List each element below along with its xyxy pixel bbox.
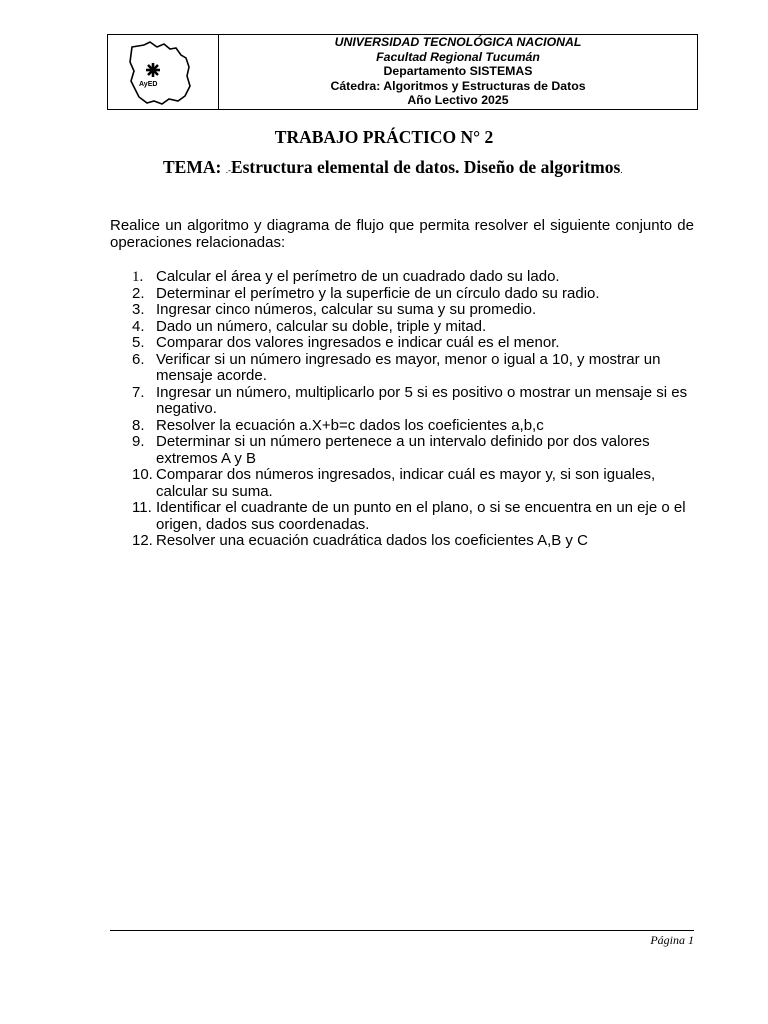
- tema-text: Estructura elemental de datos. Diseño de algoritmos: [230, 157, 621, 177]
- list-item-text: Ingresar cinco números, calcular su suma y su promedio.: [156, 301, 537, 318]
- list-item-number-text: 12.: [132, 532, 153, 549]
- list-item-number-text: 3.: [132, 301, 145, 318]
- list-item-number-text: 9.: [132, 433, 145, 450]
- list-item-number-text: 2.: [132, 284, 145, 302]
- list-item-number: [110, 286, 156, 303]
- list-item: [110, 418, 694, 435]
- list-item-number: [110, 352, 156, 385]
- list-item: [110, 434, 694, 467]
- list-item: [110, 385, 694, 418]
- faculty-name: Facultad Regional Tucumán: [376, 49, 540, 64]
- list-item: [110, 533, 694, 550]
- page-number: Página 1: [650, 933, 694, 947]
- list-item-number: [110, 533, 156, 550]
- list-item: [110, 286, 694, 303]
- list-item-text: Dado un número, calcular su doble, triple y mitad.: [156, 317, 487, 335]
- list-item: [110, 467, 694, 500]
- list-item-number: [110, 335, 156, 352]
- logo-cell: [108, 35, 219, 109]
- list-item-text: Identificar el cuadrante de un punto en el plano, o si se encuentra en un eje o el origen, dados sus coordenadas.: [156, 499, 686, 533]
- list-item: [110, 302, 694, 319]
- intro-paragraph: Realice un algoritmo y diagrama de flujo que permita resolver el siguiente conjunto de operaciones relacionadas:: [110, 217, 694, 251]
- list-item-number: [110, 269, 156, 286]
- list-item-number-text: 7.: [132, 383, 145, 401]
- list-item: [110, 269, 694, 286]
- list-item-number-text: 1.: [132, 269, 144, 285]
- list-item-text: Verificar si un número ingresado es mayor, menor o igual a 10, y mostrar un mensaje acorde.: [156, 350, 661, 384]
- document-title: TRABAJO PRÁCTICO N° 2: [274, 127, 494, 147]
- list-item-text: Calcular el área y el perímetro de un cuadrado dado su lado.: [156, 268, 560, 285]
- tema-suffix: .: [620, 165, 623, 175]
- list-item-text: Resolver la ecuación a.X+b=c dados los coeficientes a,b,c: [156, 416, 544, 434]
- department-name: Departamento SISTEMAS: [383, 64, 533, 78]
- list-item: [110, 500, 694, 533]
- list-item-number: [110, 467, 156, 500]
- list-item-number: [110, 302, 156, 319]
- list-item-number-text: 6.: [132, 350, 145, 368]
- list-item-number: [110, 500, 156, 533]
- tema-line: [163, 157, 623, 178]
- university-name: UNIVERSIDAD TECNOLÓGICA NACIONAL: [334, 35, 582, 49]
- list-item-number: [110, 434, 156, 467]
- task-list: [110, 269, 694, 550]
- academic-year: Año Lectivo 2025: [407, 93, 509, 107]
- list-item-text: Comparar dos números ingresados, indicar cuál es mayor y, si son iguales, calcular su suma.: [156, 466, 656, 500]
- university-logo: [126, 41, 196, 107]
- list-item-text: Ingresar un número, multiplicarlo por 5 si es positivo o mostrar un mensaje si es negativo.: [156, 383, 688, 417]
- list-item-number: [110, 319, 156, 336]
- list-item: [110, 352, 694, 385]
- list-item: [110, 335, 694, 352]
- logo-text: AyED: [139, 81, 158, 88]
- list-item-text: Determinar si un número pertenece a un intervalo definido por dos valores extremos A y B: [156, 433, 650, 467]
- tema-prefix: .-: [225, 165, 231, 175]
- tema-label: TEMA:: [163, 157, 222, 177]
- list-item-number-text: 10.: [132, 466, 153, 483]
- list-item-text: Determinar el perímetro y la superficie de un círculo dado su radio.: [156, 284, 600, 302]
- list-item-number-text: 4.: [132, 317, 145, 335]
- footer-divider: [110, 930, 694, 931]
- chair-name: Cátedra: Algoritmos y Estructuras de Datos: [330, 78, 586, 93]
- list-item-number: [110, 385, 156, 418]
- list-item-number: [110, 418, 156, 435]
- header-table: [107, 34, 698, 110]
- list-item: [110, 319, 694, 336]
- list-item-number-text: 8.: [132, 416, 145, 434]
- list-item-text: Comparar dos valores ingresados e indicar cuál es el menor.: [156, 334, 560, 351]
- list-item-number-text: 11.: [132, 499, 152, 516]
- header-info: [219, 35, 697, 109]
- list-item-number-text: 5.: [132, 334, 145, 351]
- list-item-text: Resolver una ecuación cuadrática dados los coeficientes A,B y C: [156, 532, 588, 549]
